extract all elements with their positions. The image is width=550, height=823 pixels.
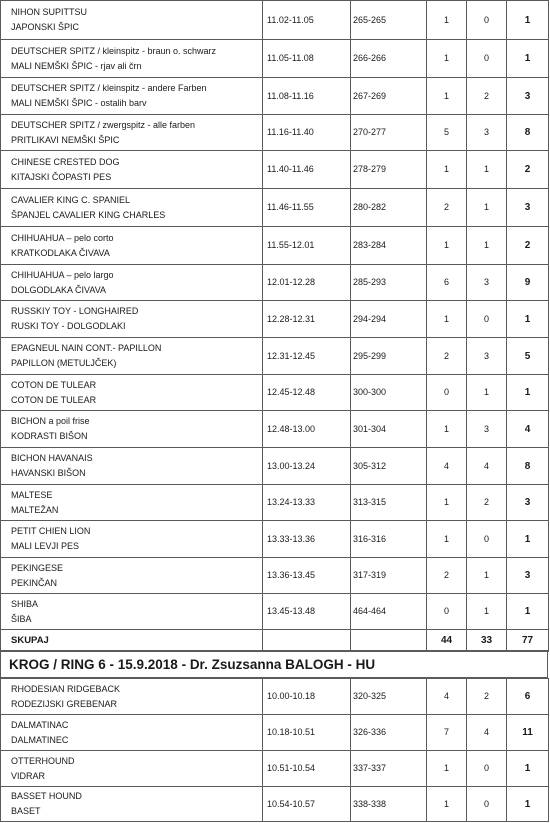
count-b-cell: 0	[467, 521, 507, 558]
total-count-cell: 1	[507, 751, 549, 787]
total-count-cell: 1	[507, 594, 549, 630]
total-count-cell: 1	[507, 787, 549, 822]
count-a-cell: 7	[427, 715, 467, 751]
total-b-cell: 33	[467, 630, 507, 652]
count-a-cell: 1	[427, 227, 467, 265]
empty-cell	[263, 630, 351, 652]
catalog-range-cell: 301-304	[351, 411, 427, 448]
breed-name-slovene: MALI NEMŠKI ŠPIC - ostalih barv	[11, 98, 147, 108]
breed-name-slovene: VIDRAR	[11, 770, 46, 781]
breed-name-slovene: PEKINČAN	[11, 577, 58, 588]
total-count-cell: 11	[507, 715, 549, 751]
catalog-range-cell: 326-336	[351, 715, 427, 751]
total-count-cell: 1	[507, 521, 549, 558]
breed-name-cell	[1, 594, 263, 630]
total-count-cell: 2	[507, 227, 549, 265]
count-a-cell: 2	[427, 338, 467, 375]
table-row	[1, 715, 549, 751]
time-slot-cell: 10.00-10.18	[263, 679, 351, 715]
count-b-cell: 1	[467, 558, 507, 594]
ring-6-header: KROG / RING 6 - 15.9.2018 - Dr. Zsuzsanna BALOGH - HU	[0, 650, 548, 678]
breed-name-cell	[1, 679, 263, 715]
table-row	[1, 411, 549, 448]
table-row	[1, 558, 549, 594]
count-b-cell: 1	[467, 151, 507, 189]
breed-name-original: COTON DE TULEAR	[11, 379, 97, 390]
breed-name-slovene: PAPILLON (METULJČEK)	[11, 358, 117, 368]
breed-name-slovene: ŠPANJEL CAVALIER KING CHARLES	[11, 209, 166, 220]
catalog-range-cell: 270-277	[351, 115, 427, 151]
breed-name-original: CAVALIER KING C. SPANIEL	[11, 194, 131, 205]
count-a-cell: 0	[427, 594, 467, 630]
breed-name-cell	[1, 751, 263, 787]
time-slot-cell: 12.31-12.45	[263, 338, 351, 375]
breed-name-slovene: DOLGODLAKA ČIVAVA	[11, 284, 107, 295]
count-b-cell: 2	[467, 679, 507, 715]
total-row	[1, 630, 549, 652]
count-a-cell: 1	[427, 301, 467, 338]
count-a-cell: 1	[427, 1, 467, 40]
total-count-cell: 1	[507, 1, 549, 40]
table-row	[1, 485, 549, 521]
table-row	[1, 594, 549, 630]
breed-name-cell	[1, 265, 263, 301]
table-row	[1, 1, 549, 40]
count-a-cell: 2	[427, 558, 467, 594]
breed-name-slovene: KRATKODLAKA ČIVAVA	[11, 247, 110, 258]
table-row	[1, 751, 549, 787]
count-a-cell: 1	[427, 787, 467, 822]
count-b-cell: 3	[467, 115, 507, 151]
breed-name-slovene: PRITLIKAVI NEMŠKI ŠPIC	[11, 134, 120, 145]
breed-name-original: PETIT CHIEN LION	[11, 526, 91, 536]
breed-name-cell	[1, 301, 263, 338]
breed-name-cell	[1, 151, 263, 189]
count-a-cell: 5	[427, 115, 467, 151]
breed-name-cell	[1, 715, 263, 751]
catalog-range-cell: 305-312	[351, 448, 427, 485]
total-count-cell: 8	[507, 448, 549, 485]
count-b-cell: 4	[467, 715, 507, 751]
breed-name-original: NIHON SUPITTSU	[11, 7, 88, 17]
breed-name-original: BICHON HAVANAIS	[11, 453, 93, 463]
breed-name-cell	[1, 115, 263, 151]
breed-name-cell	[1, 448, 263, 485]
total-a-cell: 44	[427, 630, 467, 652]
time-slot-cell: 10.54-10.57	[263, 787, 351, 822]
breed-name-original: RHODESIAN RIDGEBACK	[11, 683, 121, 694]
catalog-range-cell: 283-284	[351, 227, 427, 265]
breed-name-slovene: RODEZIJSKI GREBENAR	[11, 698, 118, 709]
total-count-cell: 3	[507, 78, 549, 115]
count-b-cell: 3	[467, 338, 507, 375]
breed-name-cell	[1, 787, 263, 822]
breed-name-original: SHIBA	[11, 598, 39, 609]
count-a-cell: 2	[427, 189, 467, 227]
catalog-range-cell: 320-325	[351, 679, 427, 715]
table-row	[1, 227, 549, 265]
count-b-cell: 4	[467, 448, 507, 485]
catalog-range-cell: 464-464	[351, 594, 427, 630]
breed-name-cell	[1, 189, 263, 227]
catalog-range-cell: 338-338	[351, 787, 427, 822]
breed-name-slovene: ŠIBA	[11, 613, 32, 624]
count-a-cell: 4	[427, 679, 467, 715]
breed-name-original: EPAGNEUL NAIN CONT.- PAPILLON	[11, 343, 162, 353]
count-b-cell: 1	[467, 227, 507, 265]
catalog-range-cell: 280-282	[351, 189, 427, 227]
breed-name-slovene: KODRASTI BIŠON	[11, 431, 88, 441]
breed-name-cell	[1, 411, 263, 448]
time-slot-cell: 11.02-11.05	[263, 1, 351, 40]
breed-name-original: PEKINGESE	[11, 562, 64, 573]
time-slot-cell: 11.16-11.40	[263, 115, 351, 151]
breed-name-slovene: KITAJSKI ČOPASTI PES	[11, 171, 112, 182]
breed-name-cell	[1, 485, 263, 521]
count-b-cell: 2	[467, 78, 507, 115]
breed-name-cell	[1, 521, 263, 558]
breed-name-original: OTTERHOUND	[11, 755, 75, 766]
breed-name-slovene: MALI LEVJI PES	[11, 541, 80, 551]
time-slot-cell: 11.08-11.16	[263, 78, 351, 115]
count-a-cell: 1	[427, 521, 467, 558]
catalog-range-cell: 313-315	[351, 485, 427, 521]
time-slot-cell: 12.45-12.48	[263, 375, 351, 411]
count-b-cell: 1	[467, 189, 507, 227]
table-row	[1, 338, 549, 375]
time-slot-cell: 11.46-11.55	[263, 189, 351, 227]
count-b-cell: 0	[467, 787, 507, 822]
count-a-cell: 1	[427, 751, 467, 787]
total-count-cell: 8	[507, 115, 549, 151]
breed-name-slovene: RUSKI TOY - DOLGODLAKI	[11, 321, 126, 331]
time-slot-cell: 12.28-12.31	[263, 301, 351, 338]
breed-name-original: MALTESE	[11, 489, 53, 500]
table-row	[1, 375, 549, 411]
count-a-cell: 1	[427, 78, 467, 115]
count-b-cell: 0	[467, 40, 507, 78]
breed-name-slovene: MALI NEMŠKI ŠPIC - rjav ali črn	[11, 60, 142, 71]
table-row	[1, 265, 549, 301]
catalog-range-cell: 267-269	[351, 78, 427, 115]
catalog-range-cell: 317-319	[351, 558, 427, 594]
catalog-range-cell: 337-337	[351, 751, 427, 787]
catalog-range-cell: 300-300	[351, 375, 427, 411]
breed-name-original: RUSSKIY TOY - LONGHAIRED	[11, 306, 139, 316]
catalog-range-cell: 266-266	[351, 40, 427, 78]
catalog-range-cell: 285-293	[351, 265, 427, 301]
table-row	[1, 115, 549, 151]
count-b-cell: 0	[467, 751, 507, 787]
breed-name-original: CHIHUAHUA – pelo largo	[11, 269, 114, 280]
breed-name-original: DEUTSCHER SPITZ / kleinspitz - braun o. schwarz	[11, 45, 217, 56]
table-row	[1, 189, 549, 227]
time-slot-cell: 13.45-13.48	[263, 594, 351, 630]
total-count-cell: 6	[507, 679, 549, 715]
time-slot-cell: 11.55-12.01	[263, 227, 351, 265]
count-a-cell: 0	[427, 375, 467, 411]
time-slot-cell: 12.48-13.00	[263, 411, 351, 448]
breed-name-cell	[1, 375, 263, 411]
table-row	[1, 448, 549, 485]
count-a-cell: 1	[427, 485, 467, 521]
table-row	[1, 151, 549, 189]
breed-name-original: DEUTSCHER SPITZ / kleinspitz - andere Farben	[11, 83, 207, 93]
breed-name-original: BASSET HOUND	[11, 791, 82, 801]
breed-name-slovene: BASET	[11, 806, 41, 816]
count-b-cell: 3	[467, 411, 507, 448]
table-row	[1, 301, 549, 338]
count-b-cell: 3	[467, 265, 507, 301]
table-row	[1, 40, 549, 78]
breed-name-slovene: COTON DE TULEAR	[11, 394, 97, 405]
count-b-cell: 1	[467, 375, 507, 411]
breed-name-cell	[1, 338, 263, 375]
time-slot-cell: 11.40-11.46	[263, 151, 351, 189]
total-count-cell: 9	[507, 265, 549, 301]
time-slot-cell: 11.05-11.08	[263, 40, 351, 78]
breed-name-original: CHIHUAHUA – pelo corto	[11, 232, 114, 243]
breed-name-slovene: HAVANSKI BIŠON	[11, 468, 86, 478]
grand-total-cell: 77	[507, 630, 549, 652]
time-slot-cell: 13.33-13.36	[263, 521, 351, 558]
total-count-cell: 1	[507, 40, 549, 78]
time-slot-cell: 10.51-10.54	[263, 751, 351, 787]
catalog-range-cell: 316-316	[351, 521, 427, 558]
time-slot-cell: 13.36-13.45	[263, 558, 351, 594]
count-a-cell: 1	[427, 40, 467, 78]
time-slot-cell: 12.01-12.28	[263, 265, 351, 301]
breed-name-original: DEUTSCHER SPITZ / zwergspitz - alle farben	[11, 119, 196, 130]
count-b-cell: 0	[467, 301, 507, 338]
total-count-cell: 3	[507, 558, 549, 594]
breed-name-cell	[1, 40, 263, 78]
total-count-cell: 4	[507, 411, 549, 448]
catalog-range-cell: 265-265	[351, 1, 427, 40]
total-count-cell: 3	[507, 189, 549, 227]
breed-name-cell	[1, 1, 263, 40]
table-row	[1, 679, 549, 715]
breed-name-original: CHINESE CRESTED DOG	[11, 156, 120, 167]
table-row	[1, 78, 549, 115]
catalog-range-cell: 295-299	[351, 338, 427, 375]
total-count-cell: 1	[507, 301, 549, 338]
count-b-cell: 1	[467, 594, 507, 630]
count-b-cell: 2	[467, 485, 507, 521]
breed-name-slovene: JAPONSKI ŠPIC	[11, 22, 80, 32]
total-label: SKUPAJ	[1, 630, 263, 652]
count-a-cell: 1	[427, 411, 467, 448]
breed-name-slovene: DALMATINEC	[11, 734, 69, 745]
table-row	[1, 521, 549, 558]
count-a-cell: 6	[427, 265, 467, 301]
total-count-cell: 1	[507, 375, 549, 411]
total-count-cell: 5	[507, 338, 549, 375]
breed-name-original: BICHON a poil frise	[11, 416, 90, 426]
empty-cell	[351, 630, 427, 652]
table-row	[1, 787, 549, 822]
total-count-cell: 2	[507, 151, 549, 189]
breed-name-cell	[1, 558, 263, 594]
time-slot-cell: 13.00-13.24	[263, 448, 351, 485]
total-count-cell: 3	[507, 485, 549, 521]
count-a-cell: 4	[427, 448, 467, 485]
catalog-range-cell: 278-279	[351, 151, 427, 189]
breed-name-cell	[1, 227, 263, 265]
breed-name-cell	[1, 78, 263, 115]
count-a-cell: 1	[427, 151, 467, 189]
breed-name-original: DALMATINAC	[11, 719, 69, 730]
catalog-range-cell: 294-294	[351, 301, 427, 338]
breed-name-slovene: MALTEŽAN	[11, 504, 59, 515]
time-slot-cell: 13.24-13.33	[263, 485, 351, 521]
time-slot-cell: 10.18-10.51	[263, 715, 351, 751]
ring-6-schedule-table	[0, 678, 549, 822]
count-b-cell: 0	[467, 1, 507, 40]
